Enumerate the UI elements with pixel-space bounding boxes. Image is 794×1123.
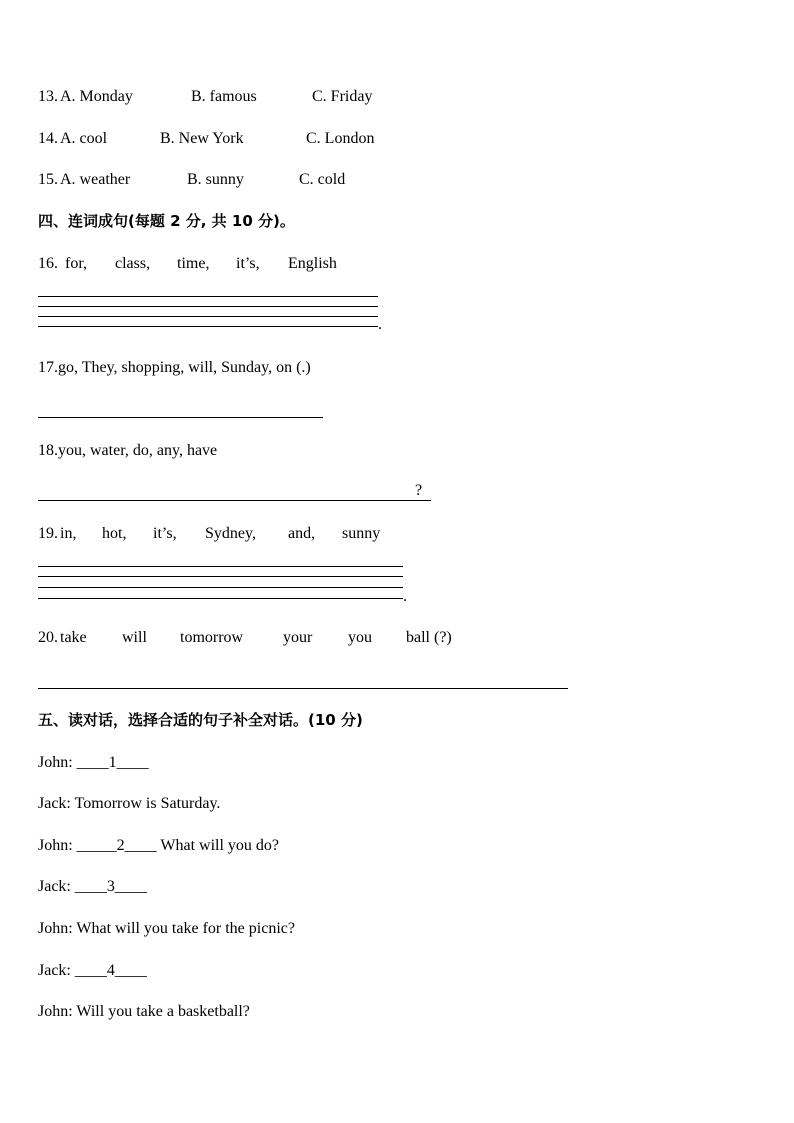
word: in,: [60, 525, 77, 542]
word: your: [283, 629, 313, 646]
dialogue-line: [38, 1002, 250, 1022]
answer-line[interactable]: [38, 306, 378, 307]
question-18: 18.you, water, do, any, have: [38, 442, 218, 459]
answer-blank[interactable]: ____3____: [74, 878, 147, 895]
answer-line[interactable]: [38, 688, 568, 689]
question-number: 15.: [38, 171, 58, 188]
speaker: John:: [38, 754, 73, 771]
question-number: 14.: [38, 130, 58, 147]
option-c: C. cold: [299, 171, 346, 188]
speaker: John:: [38, 920, 73, 937]
speaker: Jack:: [38, 878, 71, 895]
word: for,: [65, 255, 88, 272]
word: tomorrow: [180, 629, 244, 646]
question-number: 20.: [38, 629, 58, 646]
dialogue-line: [38, 919, 295, 939]
option-a: A. cool: [60, 130, 108, 147]
word: it’s,: [236, 255, 260, 272]
word: ball (?): [406, 629, 452, 646]
word: Sydney,: [205, 525, 256, 542]
answer-line[interactable]: [38, 587, 403, 588]
word: sunny: [342, 525, 381, 542]
dialogue-text: What will you do?: [156, 837, 280, 854]
answer-line[interactable]: [38, 598, 403, 599]
answer-line[interactable]: [38, 296, 378, 297]
word: time,: [177, 255, 210, 272]
question-17: 17.go, They, shopping, will, Sunday, on (.): [38, 359, 311, 376]
speaker: Jack:: [38, 795, 71, 812]
dialogue-line: [38, 877, 147, 897]
end-punctuation: ?: [415, 482, 423, 499]
end-punctuation: .: [403, 588, 407, 605]
dialogue-text: Tomorrow is Saturday.: [74, 795, 221, 812]
word: you: [348, 629, 372, 646]
answer-line[interactable]: [38, 316, 378, 317]
answer-blank[interactable]: ____4____: [74, 962, 147, 979]
word: will: [122, 629, 147, 646]
question-number: 19.: [38, 525, 58, 542]
answer-blank[interactable]: _____2____: [76, 837, 157, 854]
speaker: John:: [38, 837, 73, 854]
dialogue-line: [38, 794, 220, 814]
dialogue-line: [38, 836, 279, 856]
option-b: B. sunny: [187, 171, 244, 188]
answer-line[interactable]: [38, 566, 403, 567]
dialogue-line: [38, 961, 147, 981]
word: English: [288, 255, 337, 272]
option-c: C. Friday: [312, 88, 373, 105]
speaker: John:: [38, 1003, 73, 1020]
question-number: 16.: [38, 255, 58, 272]
option-a: A. Monday: [60, 88, 133, 105]
speaker: Jack:: [38, 962, 71, 979]
dialogue-line: [38, 753, 149, 773]
word: and,: [288, 525, 316, 542]
answer-blank[interactable]: ____1____: [76, 754, 149, 771]
option-a: A. weather: [60, 171, 131, 188]
dialogue-text: Will you take a basketball?: [76, 1003, 250, 1020]
word: take: [60, 629, 87, 646]
answer-line[interactable]: [38, 576, 403, 577]
word: hot,: [102, 525, 127, 542]
answer-line[interactable]: [38, 500, 431, 501]
option-b: B. New York: [160, 130, 244, 147]
section-4-heading: 四、连词成句(每题 2 分, 共 10 分)。: [38, 212, 295, 230]
word: class,: [115, 255, 151, 272]
dialogue-text: What will you take for the picnic?: [76, 920, 295, 937]
section-5-heading: 五、读对话，选择合适的句子补全对话。(10 分): [38, 711, 363, 729]
answer-line[interactable]: [38, 417, 323, 418]
word: it’s,: [153, 525, 177, 542]
answer-line[interactable]: [38, 326, 378, 327]
question-number: 13.: [38, 88, 58, 105]
option-b: B. famous: [191, 88, 257, 105]
end-punctuation: .: [378, 316, 382, 333]
option-c: C. London: [306, 130, 375, 147]
